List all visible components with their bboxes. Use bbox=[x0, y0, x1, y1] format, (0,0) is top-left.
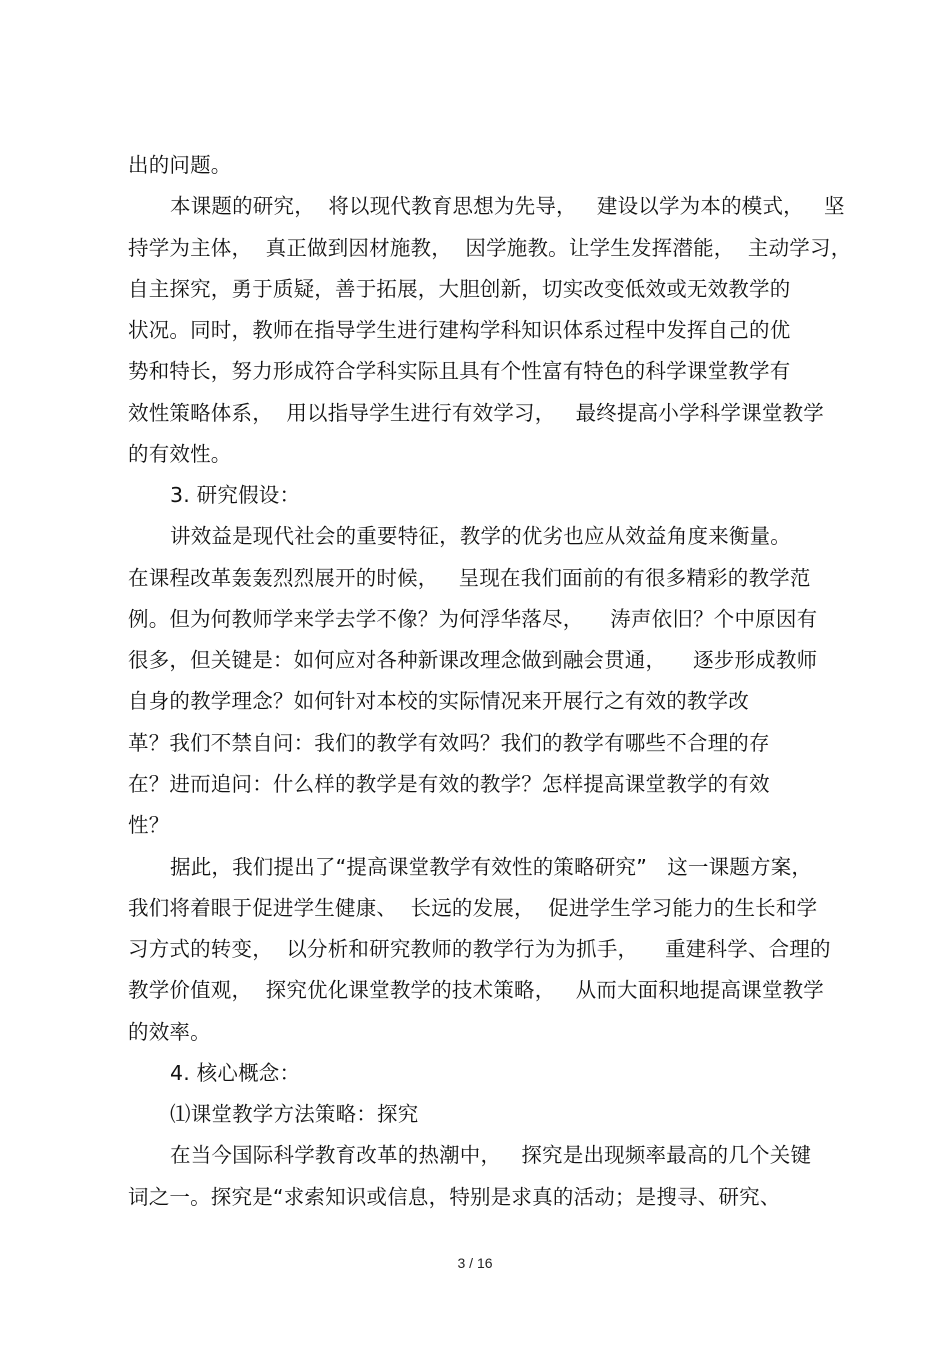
text-line: 据此，我们提出了“提高课堂教学有效性的策略研究” 这一课题方案， bbox=[170, 855, 813, 879]
page-indicator: 3 / 16 bbox=[457, 1255, 493, 1271]
text-line: 例。但为何教师学来学去学不像？为何浮华落尽， 涛声依旧？个中原因有 bbox=[128, 607, 818, 631]
section-heading: 3. 研究假设： bbox=[170, 483, 301, 507]
text-line: 效性策略体系， 用以指导学生进行有效学习， 最终提高小学科学课堂教学 bbox=[128, 401, 824, 425]
text-line: 自身的教学理念？如何针对本校的实际情况来开展行之有效的教学改 bbox=[128, 689, 749, 713]
text-line: 自主探究，勇于质疑，善于拓展，大胆创新，切实改变低效或无效教学的 bbox=[128, 277, 791, 301]
text-line: 教学价值观， 探究优化课堂教学的技术策略， 从而大面积地提高课堂教学 bbox=[128, 978, 824, 1002]
text-line: 持学为主体， 真正做到因材施教， 因学施教。让学生发挥潜能， 主动学习， bbox=[128, 236, 852, 260]
text-line: 势和特长，努力形成符合学科实际且具有个性富有特色的科学课堂教学有 bbox=[128, 359, 791, 383]
text-line: 在课程改革轰轰烈烈展开的时候， 呈现在我们面前的有很多精彩的教学范 bbox=[128, 566, 811, 590]
text-line: 讲效益是现代社会的重要特征，教学的优劣也应从效益角度来衡量。 bbox=[170, 524, 791, 548]
text-line: 我们将着眼于促进学生健康、 长远的发展， 促进学生学习能力的生长和学 bbox=[128, 896, 818, 920]
text-line: 词之一。探究是“求索知识或信息，特别是求真的活动；是搜寻、研究、 bbox=[128, 1185, 781, 1209]
text-line: 很多，但关键是：如何应对各种新课改理念做到融会贯通， 逐步形成教师 bbox=[128, 648, 818, 672]
text-line: 习方式的转变， 以分析和研究教师的教学行为为抓手， 重建科学、合理的 bbox=[128, 937, 831, 961]
subsection-heading: ⑴课堂教学方法策略：探究 bbox=[170, 1102, 419, 1126]
text-line: 性？ bbox=[128, 813, 170, 837]
text-line: 出的问题。 bbox=[128, 153, 232, 177]
text-line: 革？我们不禁自问：我们的教学有效吗？我们的教学有哪些不合理的存 bbox=[128, 731, 770, 755]
text-line: 的效率。 bbox=[128, 1020, 211, 1044]
text-line: 状况。同时，教师在指导学生进行建构学科知识体系过程中发挥自己的优 bbox=[128, 318, 791, 342]
text-line: 的有效性。 bbox=[128, 442, 232, 466]
text-line: 本课题的研究， 将以现代教育思想为先导， 建设以学为本的模式， 坚 bbox=[170, 194, 845, 218]
section-heading: 4. 核心概念： bbox=[170, 1061, 301, 1085]
text-line: 在当今国际科学教育改革的热潮中， 探究是出现频率最高的几个关键 bbox=[170, 1143, 812, 1167]
text-line: 在？进而追问：什么样的教学是有效的教学？怎样提高课堂教学的有效 bbox=[128, 772, 770, 796]
